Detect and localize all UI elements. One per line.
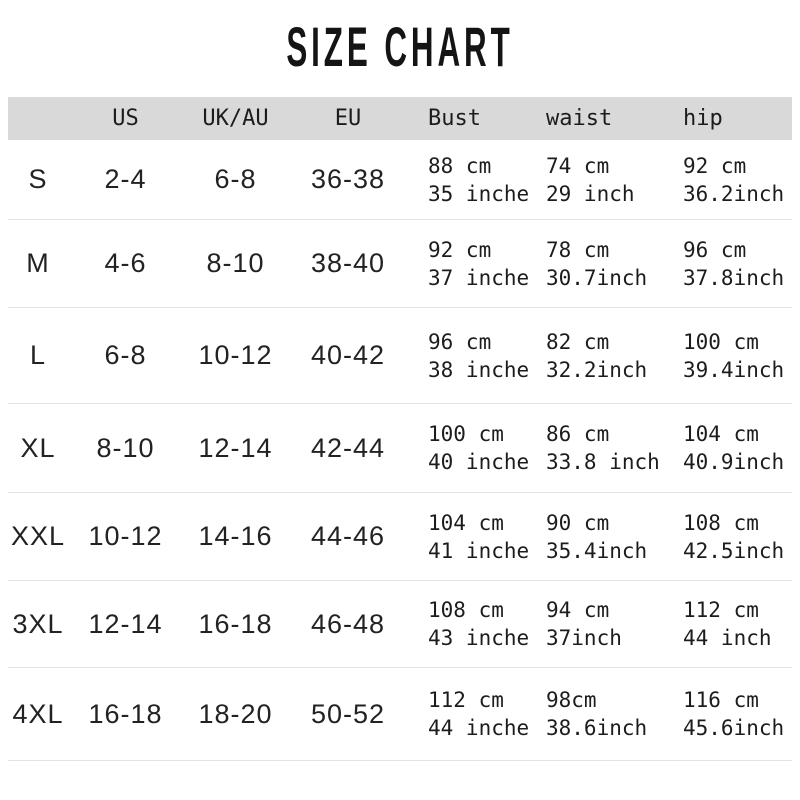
us-value: 16-18 [88,698,163,729]
hip-cm: 108 cm [683,510,759,535]
us-value: 12-14 [88,608,163,639]
bust-cell [408,686,530,742]
waist-cell [526,420,663,476]
size-label: 4XL [12,698,64,729]
waist-inch: 37inch [546,626,622,650]
title-area [0,15,800,78]
waist-cell [526,236,663,292]
bust-inch: 44 inche [428,716,530,740]
bust-cell [408,328,530,384]
waist-cm: 82 cm [546,329,610,354]
hip-cm: 116 cm [683,688,759,712]
hip-cm: 104 cm [683,422,759,446]
bust-cell [408,509,530,565]
waist-cm: 90 cm [546,510,610,535]
waist-cm: 94 cm [546,598,610,622]
waist-cm: 98cm [546,688,597,712]
size-label: 3XL [12,608,64,639]
eu-value: 44-46 [310,521,386,551]
eu-value: 40-42 [310,340,386,370]
hip-inch: 40.9inch [683,450,785,474]
table-header-row [8,97,792,140]
size-label: S [28,164,48,194]
ukau-value: 14-16 [198,521,273,551]
hip-inch: 45.6inch [683,716,785,740]
page-title: SIZE CHART [286,15,514,78]
column-header-ukau: UK/AU [202,106,269,131]
bust-inch: 38 inche [428,357,530,382]
us-value: 2-4 [104,164,147,194]
waist-inch: 38.6inch [546,716,648,740]
hip-cell [663,420,792,476]
us-value: 8-10 [96,432,155,463]
us-value: 6-8 [104,340,147,370]
hip-cell [663,509,792,565]
eu-value: 36-38 [310,164,386,194]
column-header-eu: EU [334,106,362,131]
hip-cell [663,596,792,652]
ukau-value: 10-12 [198,340,273,370]
bust-cell [408,420,530,476]
bust-cell [408,236,530,292]
waist-cm: 78 cm [546,237,610,262]
bust-cell [408,596,530,652]
bust-cm: 96 cm [428,329,492,354]
waist-inch: 35.4inch [546,538,648,563]
hip-inch: 44 inch [683,626,772,650]
table-row [8,404,792,493]
ukau-value: 8-10 [206,248,265,278]
bust-inch: 40 inche [428,450,530,474]
waist-cell [526,686,663,742]
bust-cm: 88 cm [428,153,492,178]
size-label: L [29,340,47,370]
waist-cm: 74 cm [546,153,610,178]
column-header-us: US [112,106,139,131]
bust-cm: 104 cm [428,510,504,535]
bust-inch: 35 inche [428,181,530,206]
waist-cell [526,152,663,208]
bust-cm: 100 cm [428,422,504,446]
waist-cell [526,596,663,652]
eu-value: 50-52 [310,698,386,729]
waist-inch: 30.7inch [546,265,648,290]
column-header-waist: waist [546,106,613,131]
size-label: XL [20,432,56,463]
bust-cm: 92 cm [428,237,492,262]
hip-cm: 96 cm [683,237,747,262]
ukau-value: 16-18 [198,608,273,639]
column-header-hip: hip [683,106,723,131]
size-label: XXL [10,521,66,551]
hip-cm: 92 cm [683,153,747,178]
eu-value: 38-40 [310,248,386,278]
column-header-bust: Bust [428,106,481,131]
waist-inch: 32.2inch [546,357,648,382]
hip-inch: 42.5inch [683,538,785,563]
us-value: 10-12 [88,521,163,551]
hip-cell [663,236,792,292]
eu-value: 46-48 [310,608,386,639]
bust-inch: 43 inche [428,626,530,650]
hip-inch: 36.2inch [683,181,785,206]
hip-cm: 112 cm [683,598,759,622]
hip-cell [663,686,792,742]
hip-inch: 39.4inch [683,357,785,382]
eu-value: 42-44 [310,432,386,463]
waist-cm: 86 cm [546,422,610,446]
table-row [8,493,792,581]
bust-cm: 108 cm [428,598,504,622]
table-row [8,308,792,404]
waist-inch: 33.8 inch [546,450,660,474]
waist-cell [526,328,663,384]
table-row [8,220,792,308]
table-row [8,668,792,761]
us-value: 4-6 [104,248,147,278]
hip-cell [663,152,792,208]
ukau-value: 12-14 [198,432,273,463]
ukau-value: 6-8 [214,164,257,194]
hip-cm: 100 cm [683,329,759,354]
bust-cell [408,152,530,208]
bust-inch: 41 inche [428,538,530,563]
table-row [8,581,792,668]
size-chart-table [8,97,792,761]
hip-inch: 37.8inch [683,265,785,290]
ukau-value: 18-20 [198,698,273,729]
waist-inch: 29 inch [546,181,635,206]
bust-cm: 112 cm [428,688,504,712]
table-row [8,140,792,220]
waist-cell [526,509,663,565]
bust-inch: 37 inche [428,265,530,290]
size-label: M [26,248,50,278]
hip-cell [663,328,792,384]
